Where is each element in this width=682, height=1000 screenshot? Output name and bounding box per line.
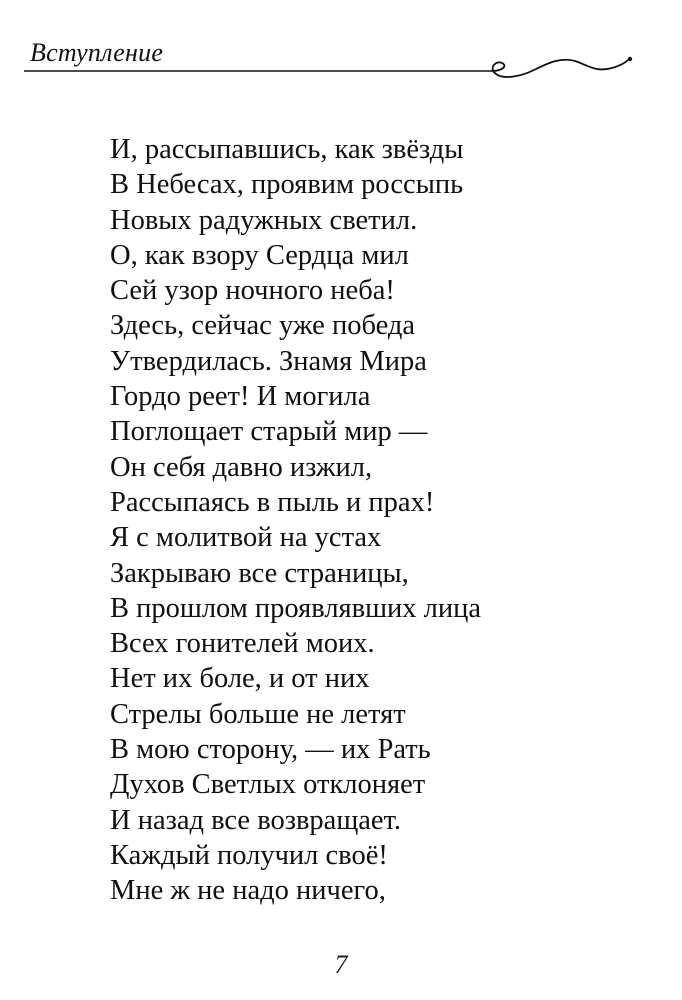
poem-line: В прошлом проявлявших лица: [110, 592, 482, 624]
poem-line: Поглощает старый мир —: [110, 416, 428, 448]
poem-line: О, как взору Сердца мил: [110, 239, 409, 271]
section-header: [22, 28, 642, 88]
poem-line: Каждый получил своё!: [110, 839, 388, 871]
section-title: Вступление: [30, 38, 164, 67]
poem-line: Сей узор ночного неба!: [110, 275, 395, 307]
poem-body: [110, 132, 630, 909]
poem-line: Стрелы больше не летят: [110, 698, 406, 730]
poem-line: Мне ж не надо ничего,: [110, 875, 386, 907]
poem-line: Новых радужных светил.: [110, 204, 418, 236]
poem-line: Нет их боле, и от них: [110, 663, 370, 695]
poem-line: Гордо реет! И могила: [110, 381, 371, 413]
poem-line: Закрываю все страницы,: [110, 557, 409, 589]
poem-line: Рассыпаясь в пыль и прах!: [110, 486, 435, 518]
poem-line: И, рассыпавшись, как звёзды: [110, 134, 464, 165]
poem-line: И назад все возвращает.: [110, 804, 402, 836]
poem-line: В Небесах, проявим россыпь: [110, 169, 464, 201]
poem-line: Духов Светлых отклоняет: [110, 769, 426, 801]
poem-line: Я с молитвой на устах: [110, 522, 382, 554]
poem-line: В мою сторону, — их Рать: [110, 734, 431, 766]
poem-line: Всех гонителей моих.: [110, 628, 375, 660]
poem-line: Здесь, сейчас уже победа: [110, 310, 415, 342]
poem-line: Утвердилась. Знамя Мира: [110, 345, 427, 377]
poem-line: Он себя давно изжил,: [110, 451, 373, 483]
page-number: 7: [334, 950, 348, 979]
